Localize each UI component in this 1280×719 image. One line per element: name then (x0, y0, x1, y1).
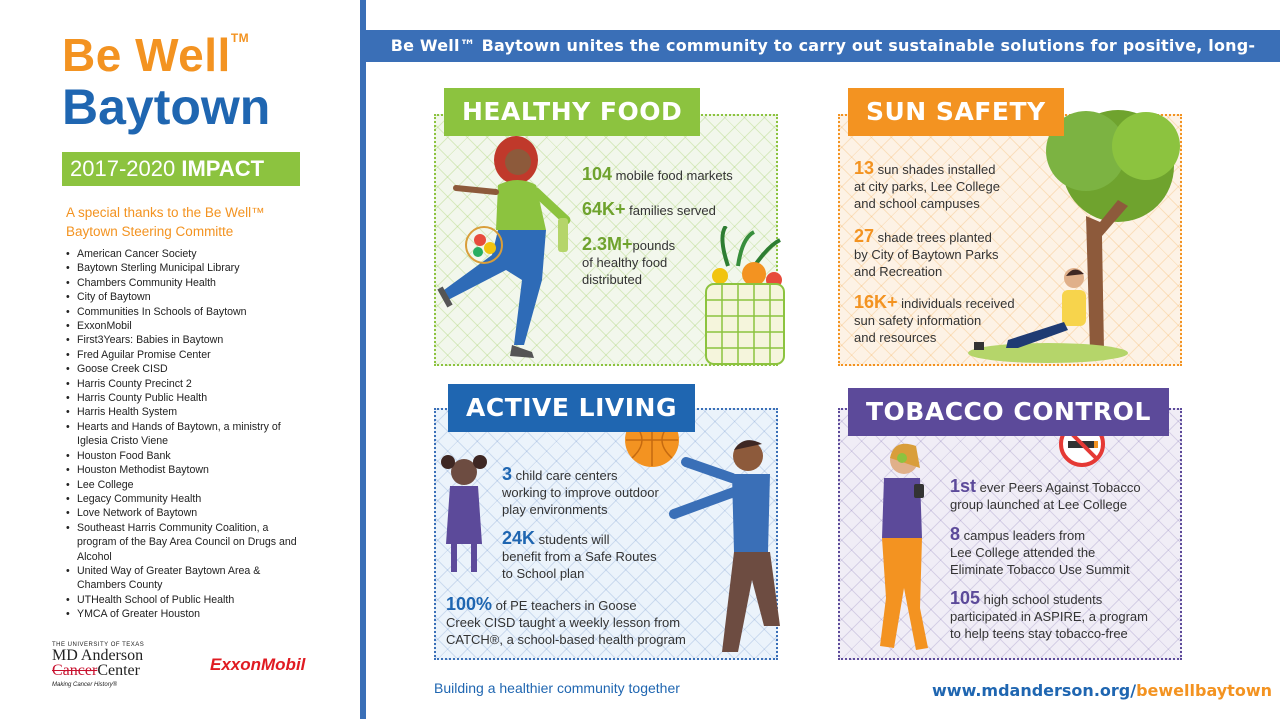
logo-tm: TM (230, 31, 250, 45)
partner-item: • UTHealth School of Public Health (66, 593, 306, 607)
stat-number: 100% (446, 594, 493, 614)
stat-text: working to improve outdoor (502, 485, 659, 500)
partner-item: • Hearts and Hands of Baytown, a ministry of Iglesia Cristo Viene (66, 420, 306, 449)
partner-item: • Chambers Community Health (66, 276, 306, 290)
logo-be-well (62, 29, 250, 81)
active-stat-2 (502, 530, 657, 582)
divider (360, 0, 366, 719)
girl-phone-illustration (850, 428, 934, 658)
stat-number: 105 (950, 588, 981, 608)
mda-center: Center (97, 662, 140, 679)
stat-number: 104 (582, 164, 613, 184)
title-tobacco-control: TOBACCO CONTROL (848, 388, 1169, 436)
stat-text: group launched at Lee College (950, 497, 1128, 512)
stat-number: 1st (950, 476, 977, 496)
title-sun-safety: SUN SAFETY (848, 88, 1064, 136)
sun-stat-2 (854, 228, 999, 280)
partner-item: • Legacy Community Health (66, 492, 306, 506)
stat-text: by City of Baytown Parks (854, 247, 999, 262)
active-stat-1 (502, 466, 659, 518)
girl-illustration (440, 454, 490, 578)
partner-item: • Lee College (66, 478, 306, 492)
logo-baytown: Baytown (62, 79, 271, 135)
stat-text: and school campuses (854, 196, 980, 211)
stat-number: 3 (502, 464, 513, 484)
partner-item: • Harris County Public Health (66, 391, 306, 405)
stat-text: pounds (632, 238, 676, 253)
active-stat-3 (446, 596, 686, 648)
stat-text: Lee College attended the (950, 545, 1096, 560)
impact-word: IMPACT (181, 156, 265, 181)
food-stat-3 (582, 236, 675, 288)
partner-item: • Houston Food Bank (66, 449, 306, 463)
partner-item: • First3Years: Babies in Baytown (66, 333, 306, 347)
partner-item: • Harris County Precinct 2 (66, 377, 306, 391)
food-stat-2 (582, 201, 716, 219)
stat-text: students will (538, 532, 610, 547)
food-stat-1 (582, 166, 733, 184)
sidebar (0, 0, 360, 719)
partner-item: • Goose Creek CISD (66, 362, 306, 376)
mda-strike: Cancer (52, 662, 98, 679)
woman-shopping-illustration (436, 130, 586, 366)
stat-text: sun safety information (854, 313, 982, 328)
stat-text: participated in ASPIRE, a program (950, 609, 1148, 624)
vegetable-basket-illustration (698, 226, 788, 366)
partner-item: • Love Network of Baytown (66, 506, 306, 520)
url-suffix: bewellbaytown (1136, 681, 1272, 700)
stat-text: shade trees planted (877, 230, 992, 245)
impact-years: 2017-2020 (70, 156, 176, 181)
stat-text: and Recreation (854, 264, 943, 279)
stat-text: high school students (983, 592, 1103, 607)
title-healthy-food: HEALTHY FOOD (444, 88, 700, 136)
stat-number: 16K+ (854, 292, 898, 312)
partner-item: • YMCA of Greater Houston (66, 607, 306, 621)
partner-item: • United Way of Greater Baytown Area & Chambers County (66, 564, 306, 593)
stat-text: individuals received (901, 296, 1015, 311)
stat-text: Eliminate Tobacco Use Summit (950, 562, 1130, 577)
stat-text: sun shades installed (877, 162, 996, 177)
partner-item: • City of Baytown (66, 290, 306, 304)
footer-tagline: Building a healthier community together (434, 680, 680, 696)
stat-text: and resources (854, 330, 937, 345)
partner-item: • Communities In Schools of Baytown (66, 305, 306, 319)
stat-number: 64K+ (582, 199, 626, 219)
sun-stat-3 (854, 294, 1015, 346)
stat-number: 24K (502, 528, 536, 548)
stat-text: of PE teachers in Goose (495, 598, 637, 613)
partner-item: • Houston Methodist Baytown (66, 463, 306, 477)
stat-text: Creek CISD taught a weekly lesson from (446, 615, 681, 630)
partner-item: • Fred Aguilar Promise Center (66, 348, 306, 362)
stat-text: ever Peers Against Tobacco (979, 480, 1141, 495)
stat-text: families served (629, 203, 716, 218)
stat-text: benefit from a Safe Routes (502, 549, 657, 564)
tobacco-stat-1 (950, 478, 1141, 513)
partner-item: • ExxonMobil (66, 319, 306, 333)
stat-text: play environments (502, 502, 608, 517)
footer-url[interactable] (932, 681, 1272, 700)
stat-text: to School plan (502, 566, 585, 581)
url-prefix: www.mdanderson.org/ (932, 681, 1137, 700)
sun-stat-1 (854, 160, 1000, 212)
partner-list (66, 247, 306, 622)
mda-name: MD Anderson (52, 647, 144, 664)
stat-text: to help teens stay tobacco-free (950, 626, 1128, 641)
stat-number: 27 (854, 226, 875, 246)
title-active-living: ACTIVE LIVING (448, 384, 695, 432)
logo-line1: Be Well (62, 29, 231, 81)
impact-bar (62, 152, 300, 186)
mission-banner: Be Well™ Baytown unites the community to carry out sustainable solutions for positive, long-lasting changes in people's lives. (366, 30, 1280, 62)
tobacco-stat-2 (950, 526, 1130, 578)
stat-text: campus leaders from (963, 528, 1086, 543)
thanks-text: A special thanks to the Be Well™ Baytown Steering Committe (66, 205, 265, 239)
partner-item: • Baytown Sterling Municipal Library (66, 261, 306, 275)
stat-number: 8 (950, 524, 961, 544)
stat-text: at city parks, Lee College (854, 179, 1000, 194)
partner-item: • Southeast Harris Community Coalition, a program of the Bay Area Council on Drugs and Alcohol (66, 521, 306, 564)
stat-number: 13 (854, 158, 875, 178)
stat-text: child care centers (515, 468, 618, 483)
mda-tagline: Making Cancer History® (52, 682, 118, 688)
stat-text: of healthy food (582, 255, 668, 270)
tobacco-stat-3 (950, 590, 1148, 642)
stat-number: 2.3M+ (582, 234, 633, 254)
stat-text: mobile food markets (615, 168, 733, 183)
stat-text: distributed (582, 272, 642, 287)
exxonmobil-logo: ExxonMobil (210, 655, 306, 674)
md-anderson-logo (52, 642, 162, 688)
partner-item: • Harris Health System (66, 405, 306, 419)
partner-item: • American Cancer Society (66, 247, 306, 261)
mda-name2 (52, 663, 162, 678)
stat-text: CATCH®, a school-based health program (446, 632, 686, 647)
mda-ut-line: THE UNIVERSITY OF TEXAS (52, 642, 145, 648)
